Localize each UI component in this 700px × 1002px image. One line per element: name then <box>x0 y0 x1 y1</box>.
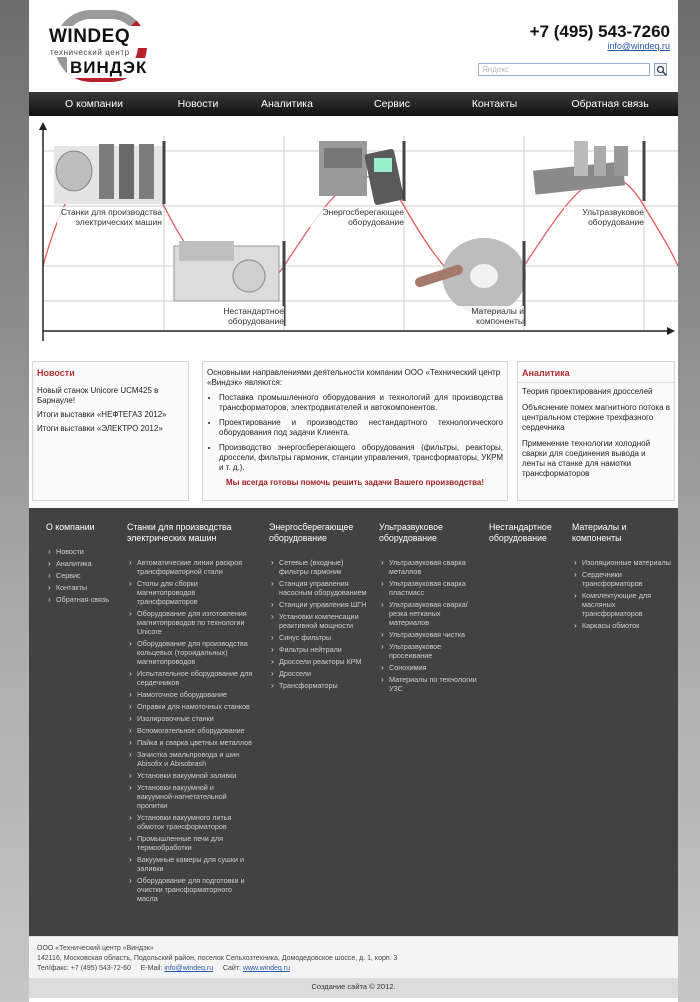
footer-link[interactable]: › Дроссели реакторы КРМ <box>269 657 369 666</box>
nav-contacts[interactable]: Контакты <box>471 98 518 110</box>
footer-link[interactable]: › Изолировочные станки <box>127 714 253 723</box>
company-info <box>29 936 678 978</box>
news-box <box>32 361 189 501</box>
search-button[interactable] <box>654 63 667 76</box>
footer-link[interactable]: › Ультразвуковое просеивание <box>379 642 479 660</box>
footer-col-title[interactable]: Материалы и компоненты <box>572 522 627 543</box>
logo-title: WINDEQ <box>47 26 157 48</box>
nav-feedback[interactable]: Обратная связь <box>571 98 649 110</box>
page <box>29 0 678 1002</box>
machine-1-image[interactable] <box>54 141 164 204</box>
news-item[interactable]: Итоги выставки «ЭЛЕКТРО 2012» <box>37 424 163 433</box>
footer-col-energy <box>269 522 369 693</box>
analytics-item[interactable]: Объяснение помех магнитного потока в центральном стержне трехфазного сердечника <box>522 403 670 432</box>
footer-link[interactable]: › Пайка и сварка цветных металлов <box>127 738 253 747</box>
footer-link[interactable]: › Оборудование для изготовления магнитопроводов по технологии Unicore <box>127 609 253 636</box>
phone-number: +7 (495) 543-7260 <box>529 22 670 41</box>
footer-link[interactable]: › Аналитика <box>46 559 131 568</box>
footer-link[interactable]: › Ультразвуковая чистка <box>379 630 479 639</box>
hero-label-ultrasound[interactable]: Ультразвуковое оборудование <box>564 207 644 227</box>
phone-label: Тел/факс: <box>37 965 69 972</box>
analytics-item[interactable]: Применение технологии холодной сварки для соединения вывода и ленты на станке для намотки трансформаторов <box>522 439 651 478</box>
nav-news[interactable]: Новости <box>177 98 219 110</box>
analytics-title: Аналитика <box>518 362 674 383</box>
footer-link[interactable]: › Оправки для намоточных станков <box>127 702 253 711</box>
footer-link[interactable]: › Установки вакуумной заливки <box>127 771 253 780</box>
hero-graphic <box>29 116 678 348</box>
footer-link[interactable]: › Синус фильтры <box>269 633 369 642</box>
logo-subtitle: технический центр <box>50 48 130 57</box>
footer-link[interactable]: › Вспомогательное оборудование <box>127 726 253 735</box>
footer-link[interactable]: › Комплектующие для масляных трансформаторов <box>572 591 672 618</box>
footer-link[interactable]: › Трансформаторы <box>269 681 369 690</box>
footer-col-title[interactable]: Ультразвуковое оборудование <box>379 522 443 543</box>
search-input[interactable]: Яндекс <box>478 63 650 76</box>
footer-link[interactable]: › Сервис <box>46 571 131 580</box>
company-name: ООО «Технический центр «Виндэк» <box>37 945 154 952</box>
copyright[interactable]: Создание сайта © 2012. <box>29 978 678 998</box>
nav-analytics[interactable]: Аналитика <box>261 98 313 110</box>
intro-list <box>219 393 503 473</box>
email-link[interactable]: info@windeq.ru <box>607 41 670 51</box>
intro-bullet: • Поставка промышленного оборудования и технологий для производства трансформаторов, электродвигателей и автокомпонентов. <box>219 393 503 413</box>
footer-link[interactable]: › Установки вакуумного литья обмоток трансформаторов <box>127 813 253 831</box>
footer-col-title[interactable]: Энергосберегающее оборудование <box>269 522 354 543</box>
footer-email-link[interactable]: info@windeq.ru <box>164 965 214 972</box>
footer-col-title[interactable]: О компании <box>46 522 95 532</box>
footer-link[interactable]: › Изоляционные материалы <box>572 558 672 567</box>
footer-link[interactable]: › Станции управления ШГН <box>269 600 369 609</box>
site-label: Сайт: <box>222 965 241 972</box>
footer-link[interactable]: › Контакты <box>46 583 131 592</box>
footer-link[interactable]: › Новости <box>46 547 131 556</box>
intro-bullet: • Проектирование и производство нестандартного технологического оборудования под задачи Клиента. <box>219 418 503 438</box>
footer-site-link[interactable]: www.windeq.ru <box>242 965 290 972</box>
footer-col-machines <box>127 522 253 906</box>
footer-link[interactable]: › Установки вакуумной и вакуумной-нагнетательной пропитки <box>127 783 253 810</box>
hero-label-custom[interactable]: Нестандартное оборудование <box>209 306 284 326</box>
footer-link[interactable]: › Сонохимия <box>379 663 479 672</box>
footer-col-materials <box>572 522 672 633</box>
footer-link[interactable]: › Ультразвуковая сварка металлов <box>379 558 479 576</box>
company-address: 142116, Московская область, Подольский район, поселок Сельхозтехника, Домодедовское шоссе, д. 1, корп. 3 <box>37 955 398 962</box>
nav-service[interactable]: Сервис <box>374 98 410 110</box>
footer-link[interactable]: › Установки компенсации реактивной мощности <box>269 612 369 630</box>
footer-col-title[interactable]: Нестандартное оборудование <box>489 522 552 543</box>
sitemap-footer <box>29 508 678 936</box>
intro-lead: Основными направлениями деятельности компании ООО «Технический центр «Виндэк» являются: <box>207 368 501 387</box>
footer-link[interactable]: › Материалы по технологии УЗС <box>379 675 479 693</box>
logo[interactable] <box>47 10 157 82</box>
hero-label-machines[interactable]: Станки для производства электрических машин <box>57 207 162 227</box>
footer-link[interactable]: › Сетевые (входные) фильтры гармоник <box>269 558 369 576</box>
footer-link[interactable]: › Каркасы обмоток <box>572 621 672 630</box>
footer-col-about <box>46 522 131 607</box>
footer-link[interactable]: › Сердечники трансформаторов <box>572 570 672 588</box>
footer-link[interactable]: › Промышленные печи для термообработки <box>127 834 253 852</box>
footer-link[interactable]: › Дроссели <box>269 669 369 678</box>
hero-label-materials[interactable]: Материалы и компоненты <box>449 306 524 326</box>
footer-link[interactable]: › Столы для сборки магнитопроводов трансформаторов <box>127 579 253 606</box>
footer-link[interactable]: › Зачистка эмальпровода и шин Abisofix и Abisobrash <box>127 750 253 768</box>
footer-link[interactable]: › Автоматические линии раскроя трансформаторной стали <box>127 558 253 576</box>
hero-label-energy[interactable]: Энергосберегающее оборудование <box>309 207 404 227</box>
footer-link[interactable]: › Ультразвуковая сварка/резка нетканых материалов <box>379 600 479 627</box>
machine-3-image[interactable] <box>533 141 644 201</box>
news-title: Новости <box>37 368 75 378</box>
analytics-item[interactable]: Теория проектирования дросселей <box>522 387 653 396</box>
hero-banner <box>29 116 678 348</box>
footer-phone: +7 (495) 543-72-60 <box>70 965 131 972</box>
logo-cyrillic: ВИНДЭК <box>67 58 150 78</box>
intro-slogan: Мы всегда готовы помочь решить задачи Вашего производства! <box>225 478 485 487</box>
footer-link[interactable]: › Ультразвуковая сварка пластмасс <box>379 579 479 597</box>
analytics-box <box>517 361 675 501</box>
magnifier-icon <box>656 65 667 76</box>
nav-about[interactable]: О компании <box>65 98 123 110</box>
footer-link[interactable]: › Обратная связь <box>46 595 131 604</box>
company-contacts <box>37 964 670 974</box>
news-item[interactable]: Итоги выставки «НЕФТЕГАЗ 2012» <box>37 410 167 419</box>
news-item[interactable]: Новый станок Unicore UCM425 в Барнауле! <box>37 386 159 405</box>
email-label: E-Mail: <box>140 965 163 972</box>
footer-col-ultrasound <box>379 522 479 696</box>
intro-box <box>202 361 508 501</box>
footer-link[interactable]: › Оборудование для подготовки и очистки трансформаторного масла <box>127 876 253 903</box>
footer-link[interactable]: › Намоточное оборудование <box>127 690 253 699</box>
intro-text <box>203 362 507 488</box>
intro-bullet: • Производство энергосберегающего оборудования (фильтры, реакторы, дроссели, фильтры гармоник, станции управления, трансформаторы, УКРМ и т. д.). <box>219 443 503 473</box>
machine-2-image[interactable] <box>319 141 404 206</box>
footer-link[interactable]: › Испытательное оборудование для сердечников <box>127 669 253 687</box>
footer-link[interactable]: › Станция управления насосным оборудованием <box>269 579 369 597</box>
main-nav <box>29 92 678 116</box>
footer-link[interactable]: › Фильтры нейтрали <box>269 645 369 654</box>
footer-col-custom <box>489 522 574 558</box>
footer-link[interactable]: › Оборудование для производства кольцевых (тороидальных) магнитопроводов <box>127 639 253 666</box>
footer-col-title[interactable]: Станки для производства электрических машин <box>127 522 232 543</box>
footer-link[interactable]: › Вакуумные камеры для сушки и заливки <box>127 855 253 873</box>
